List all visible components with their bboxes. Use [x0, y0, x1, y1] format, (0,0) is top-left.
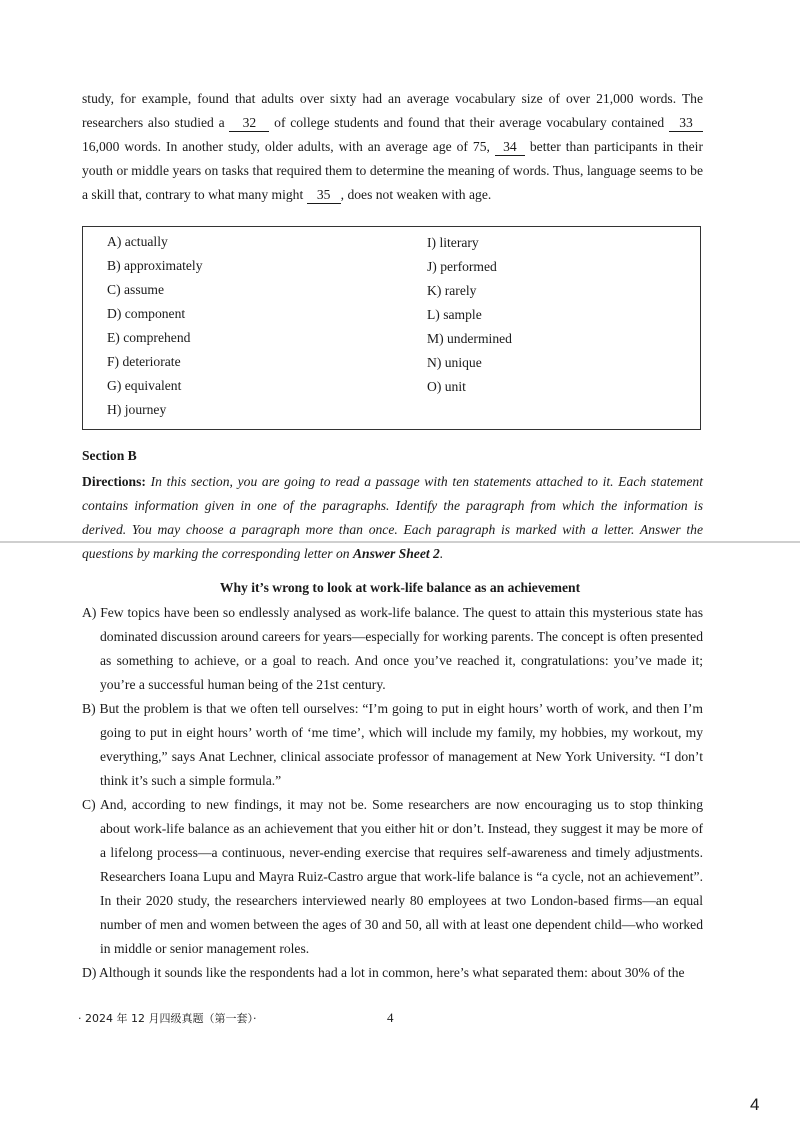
option-k: K) rarely — [427, 283, 477, 298]
blank-32: 32 — [229, 115, 269, 132]
option-a: A) actually — [107, 234, 168, 249]
passage-part-4: better than participants in their youth or middle years on tasks that required them to determine the meaning of words. Thus, language seems to be a skill that, contrary to what many might — [82, 139, 703, 202]
passage-part-5: , does not weaken with age. — [340, 187, 492, 202]
passage-text — [82, 87, 703, 207]
option-i: I) literary — [427, 235, 479, 250]
directions-text: In this section, you are going to read a passage with ten statements attached to it. Each statement contains information given in one of the paragraphs. Identify the paragraph from which the information is derived. You may choose a paragraph more than once. Each paragraph is marked with a letter. Answer the questions by marking the corresponding letter on — [82, 474, 703, 561]
option-f: F) deteriorate — [107, 354, 181, 369]
passage-part-1: study, for example, found that adults over sixty had an average vocabulary size of over 21,000 words. The researchers also studied a — [82, 91, 703, 130]
option-b: B) approximately — [107, 258, 203, 273]
footer-exam-label: · 2024 年 12 月四级真题（第一套）· — [78, 1012, 257, 1025]
word-bank-box — [82, 226, 701, 430]
option-m: M) undermined — [427, 331, 512, 346]
blank-34: 34 — [495, 139, 525, 156]
corner-page-number: 4 — [750, 1095, 760, 1114]
footer-page-number: 4 — [387, 1010, 394, 1025]
directions-period: . — [439, 546, 444, 561]
option-h: H) journey — [107, 402, 167, 417]
section-b-directions — [82, 470, 703, 566]
scan-fold-line — [0, 541, 800, 543]
passage-part-2: of college students and found that their average vocabulary contained — [274, 115, 665, 130]
paragraph-c: C) And, according to new findings, it may not be. Some researchers are now encouraging us to stop thinking about work-life balance as an achievement that you either hit or don’t. Instead, they suggest it may be more of a lifelong process—a continuous, never-ending exercise that requires self-awareness and timely adjustments. Researchers Ioana Lupu and Mayra Ruiz-Castro argue that work-life balance is “a cycle, not an achievement”. In their 2020 study, the researchers interviewed nearly 80 employees at two London-based firms—an equal number of men and women between the ages of 30 and 50, all with at least one dependent child—who worked in middle or senior management roles. — [82, 797, 703, 956]
section-b-heading: Section B — [82, 448, 137, 463]
option-n: N) unique — [427, 355, 482, 370]
paragraph-b: B) But the problem is that we often tell ourselves: “I’m going to put in eight hours’ worth of work, and then I’m going to put in eight hours’ worth of ‘me time’, which will include my family, my hobbies, my workout, my everything,” says Anat Lechner, clinical associate professor of management at New York University. “I don’t think it’s such a simple formula.” — [82, 701, 703, 788]
article-title: Why it’s wrong to look at work-life balance as an achievement — [219, 580, 581, 595]
blank-33: 33 — [669, 115, 703, 132]
directions-label: Directions: — [82, 474, 146, 489]
option-j: J) performed — [427, 259, 497, 274]
option-o: O) unit — [427, 379, 466, 394]
option-d: D) component — [107, 306, 186, 321]
answer-sheet-label: Answer Sheet 2 — [352, 546, 440, 561]
passage-part-3: 16,000 words. In another study, older adults, with an average age of 75, — [82, 139, 490, 154]
option-g: G) equivalent — [107, 378, 182, 393]
blank-35: 35 — [307, 187, 341, 204]
option-c: C) assume — [107, 282, 165, 297]
option-l: L) sample — [427, 307, 482, 322]
paragraph-a: A) Few topics have been so endlessly analysed as work-life balance. The quest to attain this mysterious state has dominated discussion around careers for years—especially for working parents. The concept is often presented as something to achieve, or a goal to reach. And once you’ve reached it, congratulations: you’ve made it; you’re a successful human being of the 21st century. — [82, 605, 703, 692]
option-e: E) comprehend — [107, 330, 191, 345]
paragraph-d: D) Although it sounds like the respondents had a lot in common, here’s what separated them: about 30% of the — [82, 965, 685, 980]
